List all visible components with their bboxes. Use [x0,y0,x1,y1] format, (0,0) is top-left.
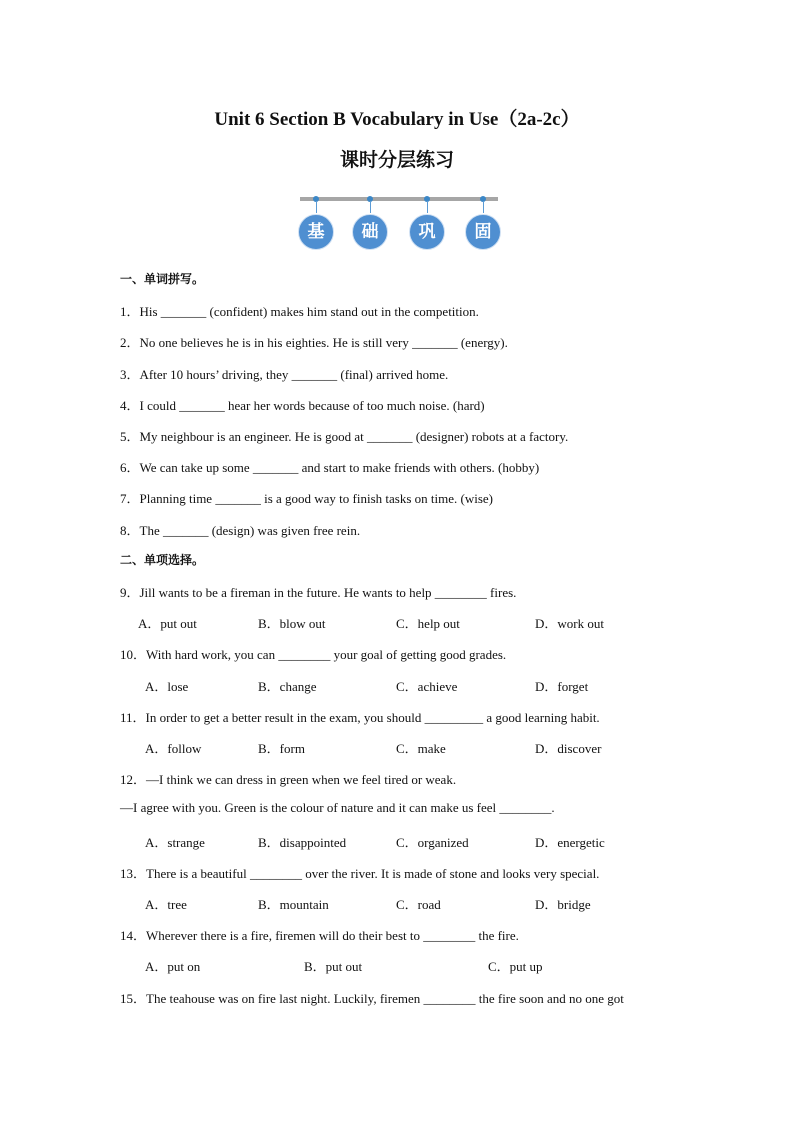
banner-badge: 固 [465,214,501,250]
question-12-reply: —I agree with you. Green is the colour of nature and it can make us feel ________. [120,800,555,815]
banner-item [407,193,447,253]
question-9: 9．Jill wants to be a fireman in the future. He wants to help ________ fires. [120,585,517,600]
question-15: 15．The teahouse was on fire last night. Luckily, firemen ________ the fire soon and no one got [120,991,624,1006]
option-d: D．work out [535,616,604,631]
option-b: B．form [258,741,305,756]
banner-stick [316,201,317,213]
banner-item [350,193,390,253]
option-c: C．organized [396,835,469,850]
option-a: A．lose [145,679,189,694]
option-d: D．bridge [535,897,591,912]
option-c: C．achieve [396,679,458,694]
question-7: 7．Planning time _______ is a good way to finish tasks on time. (wise) [120,491,493,506]
banner-stick [370,201,371,213]
option-d: D．forget [535,679,589,694]
option-c: C．road [396,897,441,912]
option-b: B．disappointed [258,835,347,850]
option-c: C．put up [488,959,543,974]
banner-badge: 巩 [409,214,445,250]
question-5: 5．My neighbour is an engineer. He is good at _______ (designer) robots at a factory. [120,429,569,444]
option-a: A．follow [145,741,202,756]
option-c: C．make [396,741,446,756]
option-a: A．put out [138,616,197,631]
option-b: B．put out [304,959,363,974]
option-d: D．energetic [535,835,605,850]
option-a: A．put on [145,959,201,974]
question-4: 4．I could _______ hear her words because of too much noise. (hard) [120,398,485,413]
option-b: B．blow out [258,616,326,631]
question-12: 12．—I think we can dress in green when we feel tired or weak. [120,772,457,787]
banner-stick [427,201,428,213]
question-8: 8．The _______ (design) was given free rein. [120,523,361,538]
question-3: 3．After 10 hours’ driving, they _______ (final) arrived home. [120,367,449,382]
section-heading-spelling: 一、单词拼写。 [120,272,205,286]
question-14: 14．Wherever there is a fire, firemen will do their best to ________ the fire. [120,928,519,943]
question-1: 1．His _______ (confident) makes him stand out in the competition. [120,304,479,319]
option-d: D．discover [535,741,602,756]
page-subtitle: 课时分层练习 [339,149,454,171]
banner-stick [483,201,484,213]
banner-item [463,193,503,253]
option-b: B．change [258,679,317,694]
option-b: B．mountain [258,897,329,912]
section-banner [296,193,502,253]
question-10: 10．With hard work, you can ________ your goal of getting good grades. [120,647,507,662]
question-6: 6．We can take up some _______ and start to make friends with others. (hobby) [120,460,540,475]
option-c: C．help out [396,616,460,631]
question-2: 2．No one believes he is in his eighties. He is still very _______ (energy). [120,335,508,350]
option-a: A．strange [145,835,205,850]
question-13: 13．There is a beautiful ________ over the river. It is made of stone and looks very special. [120,866,600,881]
banner-badge: 础 [352,214,388,250]
page-title: Unit 6 Section B Vocabulary in Use（2a-2c） [214,109,580,130]
section-heading-choice: 二、单项选择。 [120,553,205,567]
option-a: A．tree [145,897,187,912]
question-11: 11．In order to get a better result in the exam, you should _________ a good learning habit. [120,710,600,725]
banner-badge: 基 [298,214,334,250]
banner-item [296,193,336,253]
